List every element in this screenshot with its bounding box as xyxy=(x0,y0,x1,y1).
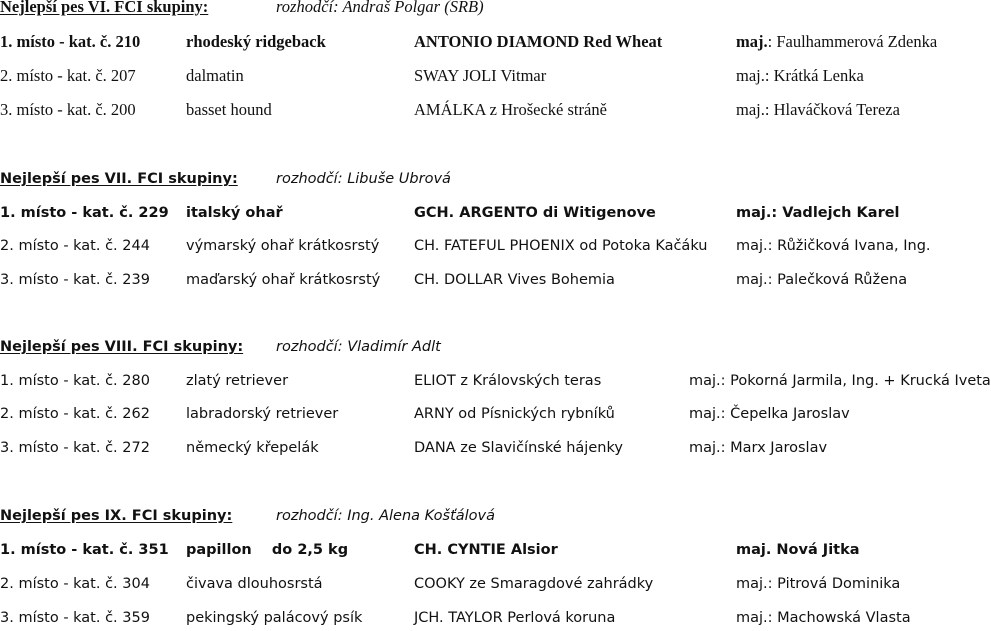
placement-breed: pekingský palácový psík xyxy=(186,610,363,626)
owner-prefix: maj. xyxy=(736,205,772,221)
judge-name: rozhodčí: Ing. Alena Košťálová xyxy=(276,508,496,524)
placement-place: 1. místo - kat. č. 229 xyxy=(0,205,169,221)
placement-row xyxy=(0,99,960,123)
owner-prefix: maj. xyxy=(689,373,721,389)
owner-prefix: maj. xyxy=(736,610,768,626)
placement-row xyxy=(0,370,991,394)
owner-prefix: maj. xyxy=(736,238,768,254)
owner-prefix: maj. xyxy=(689,406,721,422)
placement-breed: maďarský ohař krátkosrstý xyxy=(186,272,381,288)
group-header xyxy=(0,336,960,360)
owner-prefix: maj. xyxy=(736,576,768,592)
owner-name: : Machowská Vlasta xyxy=(767,610,911,626)
placement-dog: SWAY JOLI Vitmar xyxy=(414,66,547,85)
placement-row xyxy=(0,539,960,563)
placement-place: 1. místo - kat. č. 210 xyxy=(0,32,141,51)
owner-name: Nová Jitka xyxy=(771,542,860,558)
owner-name: : Čepelka Jaroslav xyxy=(720,406,850,422)
placement-place: 3. místo - kat. č. 272 xyxy=(0,440,150,456)
placement-breed: labradorský retriever xyxy=(186,406,339,422)
placement-row xyxy=(0,202,960,226)
group-title: Nejlepší pes VI. FCI skupiny: xyxy=(0,0,209,16)
owner-name: : Krátká Lenka xyxy=(764,66,864,85)
placement-row xyxy=(0,269,960,293)
placement-row xyxy=(0,65,960,89)
owner-prefix: maj. xyxy=(736,32,768,51)
placement-owner xyxy=(736,573,900,595)
placement-breed: basset hound xyxy=(186,100,272,119)
placement-owner xyxy=(736,202,900,224)
placement-dog: ARNY od Písnických rybníků xyxy=(414,406,615,422)
placement-dog: AMÁLKA z Hrošecké stráně xyxy=(414,100,607,119)
placement-owner xyxy=(736,65,864,87)
placement-owner xyxy=(736,235,931,257)
placement-place: 3. místo - kat. č. 359 xyxy=(0,610,150,626)
placement-breed: rhodeský ridgeback xyxy=(186,32,326,51)
placement-row xyxy=(0,437,960,461)
judge-name: rozhodčí: Vladimír Adlt xyxy=(276,339,441,355)
placement-dog: GCH. ARGENTO di Witigenove xyxy=(414,205,656,221)
owner-prefix: maj. xyxy=(689,440,721,456)
group-title: Nejlepší pes VIII. FCI skupiny: xyxy=(0,339,244,355)
placement-owner xyxy=(689,370,991,392)
placement-dog: JCH. TAYLOR Perlová koruna xyxy=(414,610,616,626)
group-title: Nejlepší pes IX. FCI skupiny: xyxy=(0,508,233,524)
placement-owner xyxy=(736,607,911,629)
placement-owner xyxy=(736,269,907,291)
owner-name: : Pitrová Dominika xyxy=(767,576,901,592)
placement-breed: italský ohař xyxy=(186,205,283,221)
placement-breed: papillon do 2,5 kg xyxy=(186,542,349,558)
judge-name: rozhodčí: Andraš Polgar (SRB) xyxy=(276,0,484,16)
placement-place: 3. místo - kat. č. 200 xyxy=(0,100,136,119)
judge-name: rozhodčí: Libuše Ubrová xyxy=(276,171,451,187)
placement-row xyxy=(0,573,960,597)
placement-owner xyxy=(689,437,827,459)
owner-name: : Hlaváčková Tereza xyxy=(764,100,900,119)
placement-breed: německý křepelák xyxy=(186,440,319,456)
placement-dog: ANTONIO DIAMOND Red Wheat xyxy=(414,32,663,51)
placement-row xyxy=(0,403,960,427)
placement-owner xyxy=(689,403,850,425)
placement-owner xyxy=(736,99,900,121)
placement-place: 2. místo - kat. č. 207 xyxy=(0,66,136,85)
placement-place: 1. místo - kat. č. 280 xyxy=(0,373,150,389)
placement-row xyxy=(0,235,960,259)
group-header xyxy=(0,505,960,529)
placement-breed: zlatý retriever xyxy=(186,373,289,389)
placement-row xyxy=(0,607,960,631)
owner-name: : Palečková Růžena xyxy=(767,272,908,288)
placement-dog: CH. CYNTIE Alsior xyxy=(414,542,558,558)
owner-prefix: maj. xyxy=(736,542,772,558)
placement-owner xyxy=(736,31,937,53)
placement-row xyxy=(0,31,960,55)
owner-name: : Marx Jaroslav xyxy=(720,440,828,456)
placement-breed: dalmatin xyxy=(186,66,244,85)
placement-place: 3. místo - kat. č. 239 xyxy=(0,272,150,288)
placement-place: 2. místo - kat. č. 262 xyxy=(0,406,150,422)
placement-breed: výmarský ohař krátkosrstý xyxy=(186,238,380,254)
placement-breed: čivava dlouhosrstá xyxy=(186,576,323,592)
owner-prefix: maj. xyxy=(736,100,765,119)
owner-prefix: maj. xyxy=(736,66,765,85)
owner-name: : Růžičková Ivana, Ing. xyxy=(767,238,931,254)
placement-place: 2. místo - kat. č. 244 xyxy=(0,238,150,254)
owner-name: : Pokorná Jarmila, Ing. + Krucká Iveta xyxy=(720,373,991,389)
group-title: Nejlepší pes VII. FCI skupiny: xyxy=(0,171,238,187)
owner-prefix: maj. xyxy=(736,272,768,288)
placement-dog: CH. DOLLAR Vives Bohemia xyxy=(414,272,615,288)
placement-dog: CH. FATEFUL PHOENIX od Potoka Kačáku xyxy=(414,238,708,254)
placement-dog: ELIOT z Královských teras xyxy=(414,373,602,389)
group-header xyxy=(0,0,960,20)
group-header xyxy=(0,168,960,192)
owner-name: : Faulhammerová Zdenka xyxy=(767,32,938,51)
placement-dog: COOKY ze Smaragdové zahrádky xyxy=(414,576,654,592)
placement-place: 1. místo - kat. č. 351 xyxy=(0,542,169,558)
placement-dog: DANA ze Slavičínské hájenky xyxy=(414,440,623,456)
owner-name: : Vadlejch Karel xyxy=(771,205,900,221)
placement-owner xyxy=(736,539,860,561)
placement-place: 2. místo - kat. č. 304 xyxy=(0,576,150,592)
